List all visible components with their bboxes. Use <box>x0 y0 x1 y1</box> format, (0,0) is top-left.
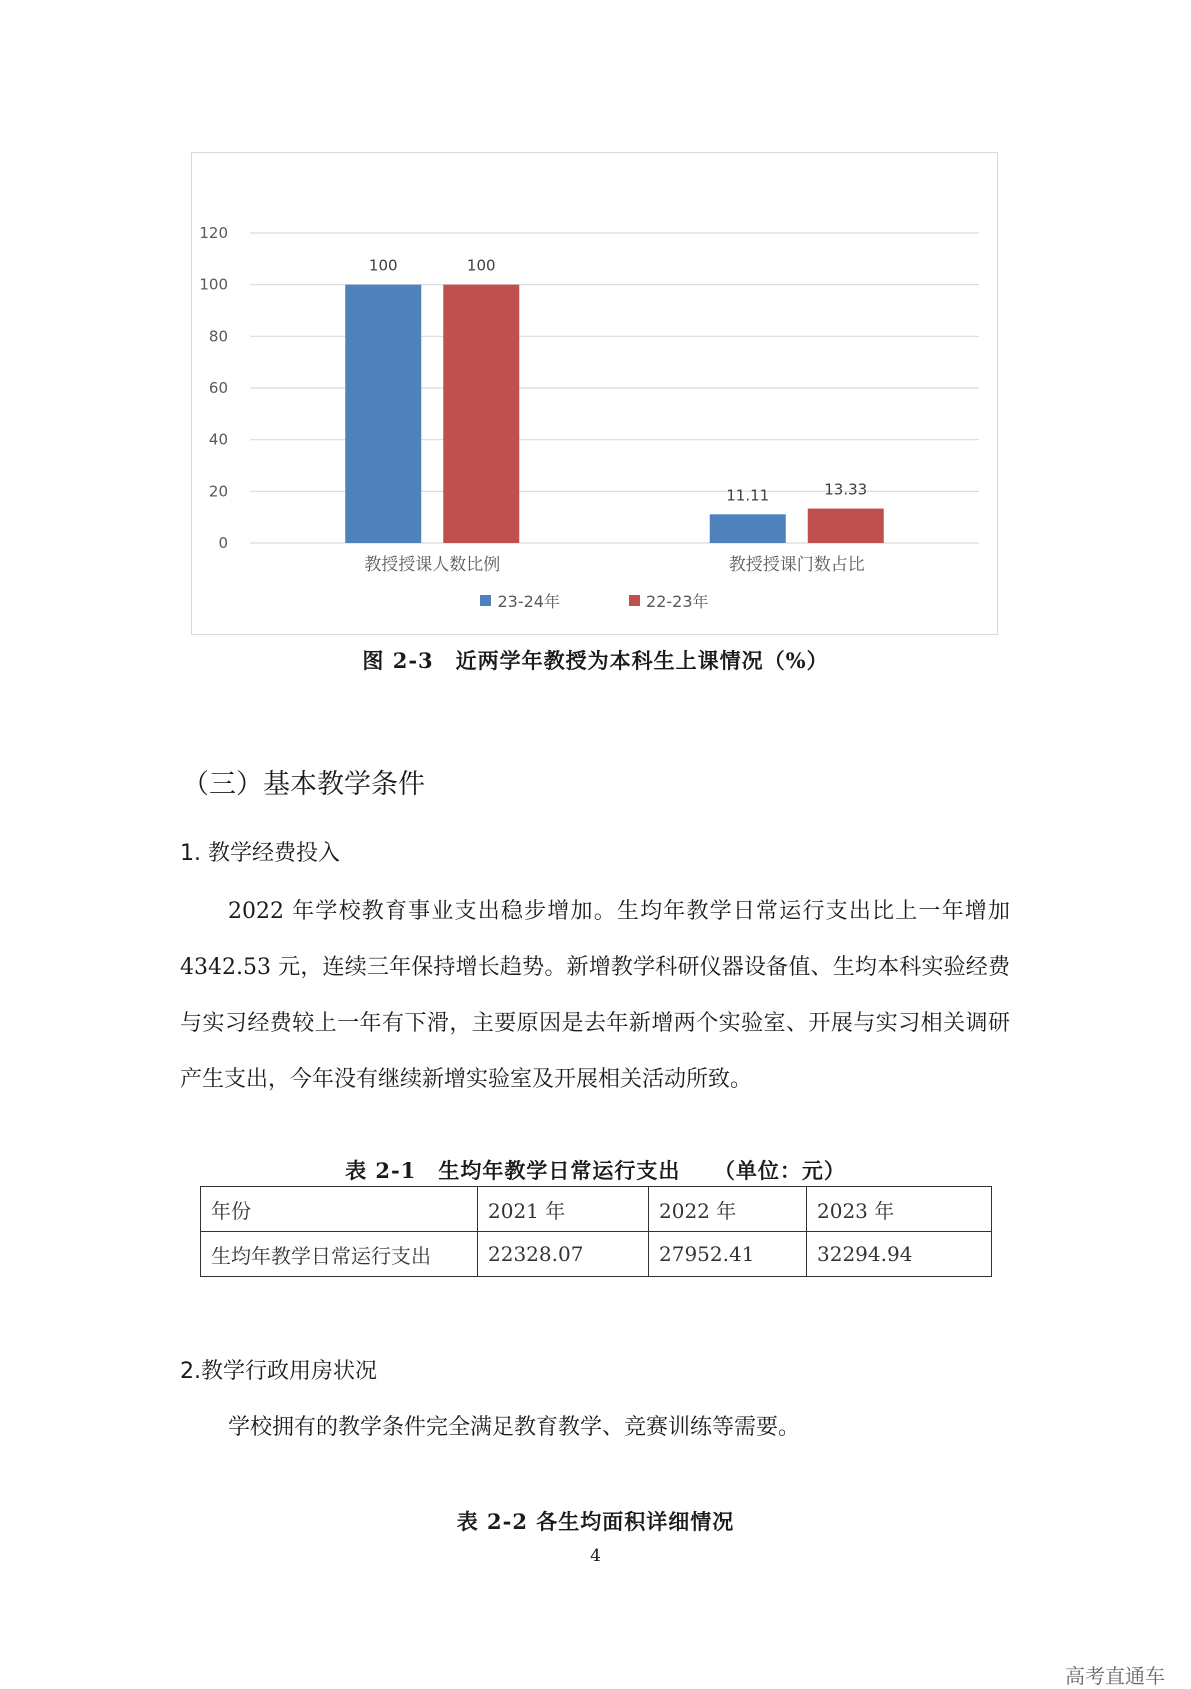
y-tick-label: 20 <box>208 482 228 501</box>
paragraph-funding: 2022 年学校教育事业支出稳步增加。生均年教学日常运行支出比上一年增加 4342.53 元，连续三年保持增长趋势。新增教学科研仪器设备值、生均本科实验经费与实习经费较上一年有下滑，主要原因是去年新增两个实验室、开展与实习相关调研产生支出，今年没有继续新增实验室及开展相关活动所致。 <box>180 899 1010 1092</box>
figure-caption: 图 2-3 近两学年教授为本科生上课情况（%） <box>362 648 829 673</box>
table-cell: 22328.07 <box>478 1232 649 1277</box>
table-cell: 2023 年 <box>807 1187 992 1232</box>
data-label: 100 <box>368 256 398 275</box>
page-number: 4 <box>590 1546 601 1566</box>
legend-swatch-blue <box>480 595 491 606</box>
bar <box>808 509 884 543</box>
bar-chart <box>191 152 998 635</box>
x-category-label: 教授授课人数比例 <box>364 555 501 575</box>
section-heading: （三）基本教学条件 <box>182 769 425 800</box>
chart-plot <box>192 153 999 636</box>
y-tick-label: 60 <box>208 379 228 397</box>
legend-label: 23-24年 <box>497 592 560 611</box>
table-caption-2-2: 表 2-2 各生均面积详细情况 <box>456 1509 735 1534</box>
table-cell: 2021 年 <box>478 1187 649 1232</box>
legend-item-series-2 <box>629 589 709 612</box>
paragraph-buildings: 学校拥有的教学条件完全满足教育教学、竞赛训练等需要。 <box>228 1415 801 1440</box>
y-tick-label: 40 <box>208 430 228 449</box>
legend-label: 22-23年 <box>646 592 709 611</box>
table-cell: 年份 <box>201 1187 478 1232</box>
table-cell: 32294.94 <box>807 1232 992 1277</box>
legend-item-series-1 <box>480 589 560 612</box>
table-operating-expenses <box>200 1186 992 1277</box>
table-row <box>201 1232 992 1277</box>
table-caption-2-1: 表 2-1 生均年教学日常运行支出 （单位：元） <box>345 1158 846 1183</box>
y-tick-label: 80 <box>208 327 228 346</box>
table-cell: 生均年教学日常运行支出 <box>201 1232 478 1277</box>
table-header-row <box>201 1187 992 1232</box>
table-cell: 2022 年 <box>649 1187 807 1232</box>
bar <box>345 285 421 543</box>
y-tick-label: 0 <box>218 534 228 552</box>
x-category-label: 教授授课门数占比 <box>728 555 865 575</box>
data-label: 100 <box>466 256 496 275</box>
legend-swatch-red <box>629 595 640 606</box>
watermark: 高考直通车 <box>1065 1664 1165 1688</box>
table-cell: 27952.41 <box>649 1232 807 1277</box>
data-label: 11.11 <box>726 486 770 505</box>
data-label: 13.33 <box>824 480 868 499</box>
y-tick-label: 100 <box>199 275 228 294</box>
subsection-heading-funding: 1. 教学经费投入 <box>180 841 340 866</box>
bar <box>443 285 519 543</box>
y-tick-label: 120 <box>199 224 228 242</box>
bar <box>710 514 786 543</box>
subsection-heading-buildings: 2.教学行政用房状况 <box>180 1359 377 1384</box>
chart-legend <box>192 589 997 612</box>
